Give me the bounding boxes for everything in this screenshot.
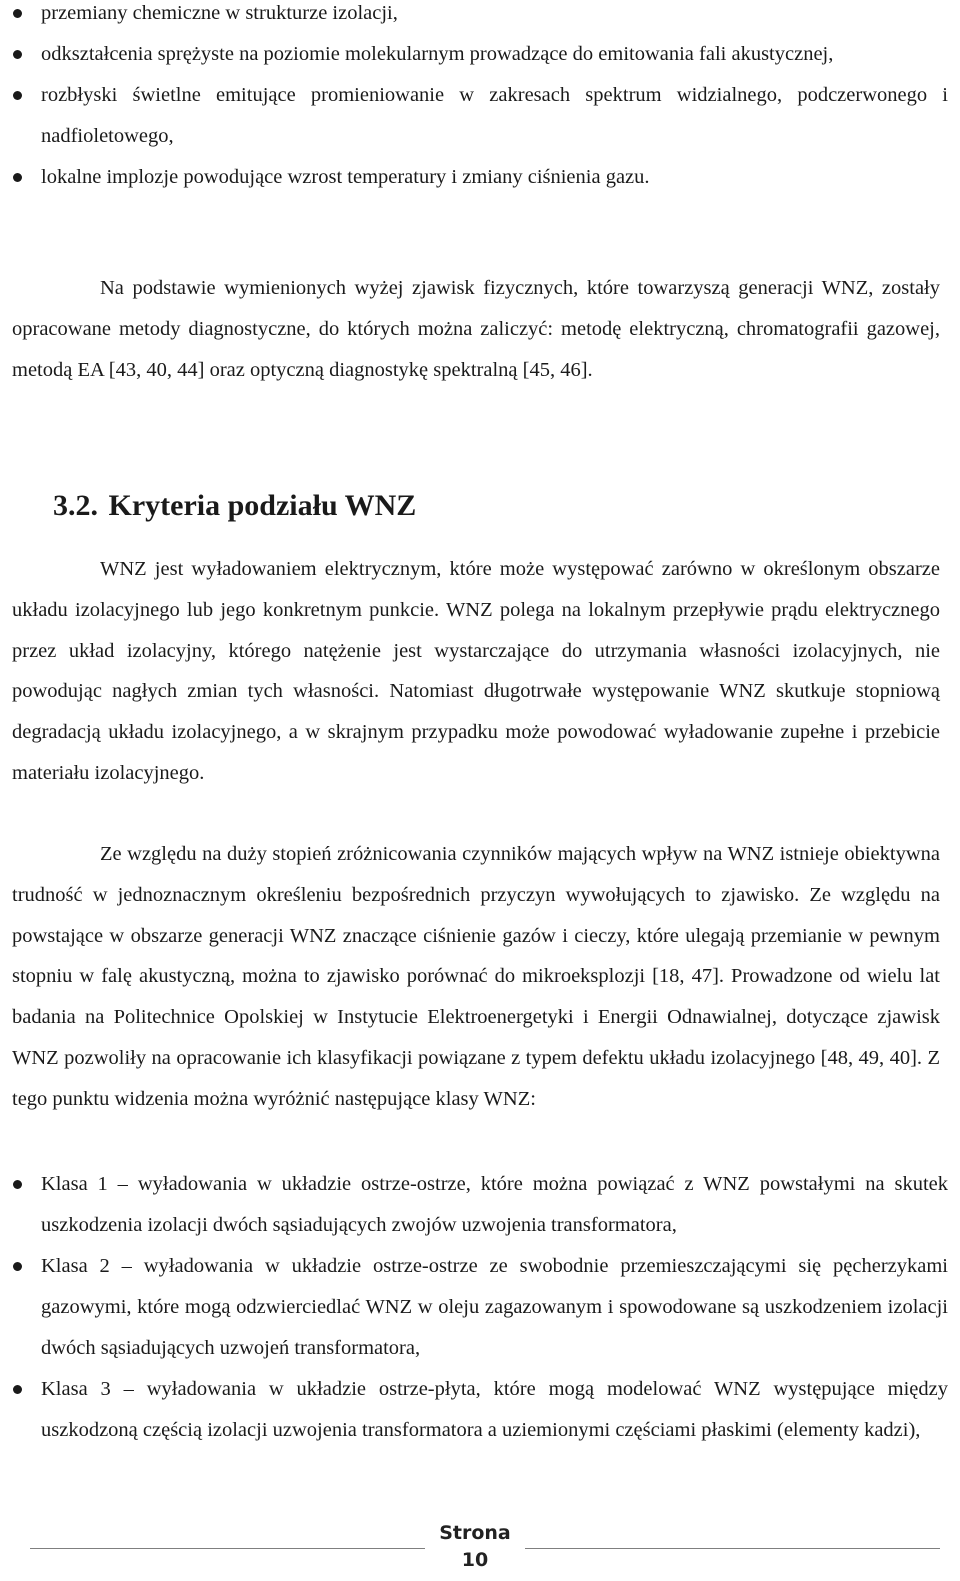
list-item-text: lokalne implozje powodujące wzrost temperatury i zmiany ciśnienia gazu. — [41, 166, 650, 188]
list-item — [0, 75, 960, 157]
footer-label: Strona — [439, 1522, 511, 1544]
list-item-text: odkształcenia sprężyste na poziomie molekularnym prowadzące do emitowania fali akustycznej, — [41, 43, 834, 65]
list-item — [0, 0, 960, 34]
bullet-icon — [13, 1180, 22, 1189]
list-item — [0, 1164, 960, 1246]
page-number: 10 — [461, 1549, 489, 1571]
paragraph-classification: Ze względu na duży stopień zróżnicowania czynników mających wpływ na WNZ istnieje obiektywna trudność w jednoznacznym określeniu bezpośrednich przyczyn wywołujących to zjawisko. Ze względu na powstające w obszarze generacji WNZ znaczące ciśnienie gazów i cieczy, które ulegają przemianie w pewnym stopniu w falę akustyczną, można to zjawisko porównać do mikroeksplozji [18, 47]. Prowadzone od wielu lat badania na Politechnice Opolskiej w Instytucie Elektroenergetyki i Energii Odnawialnej, dotyczące zjawisk WNZ pozwoliły na opracowanie ich klasyfikacji powiązane z typem defektu układu izolacyjnego [48, 49, 40]. Z tego punktu widzenia można wyróżnić następujące klasy WNZ: — [12, 843, 940, 1110]
footer-rule-right — [525, 1548, 940, 1549]
footer-rule-left — [30, 1548, 425, 1549]
list-item — [0, 157, 960, 198]
list-item-text: rozbłyski świetlne emitujące promieniowanie w zakresach spektrum widzialnego, podczerwonego i nadfioletowego, — [41, 84, 948, 147]
list-item — [0, 1246, 960, 1369]
list-item — [0, 34, 960, 75]
list-item-text: Klasa 1 – wyładowania w układzie ostrze-ostrze, które można powiązać z WNZ powstałymi na skutek uszkodzenia izolacji dwóch sąsiadujących zwojów uzwojenia transformatora, — [41, 1173, 948, 1236]
phenomena-list — [0, 0, 960, 198]
bullet-icon — [13, 91, 22, 100]
list-item-text: przemiany chemiczne w strukturze izolacji, — [41, 2, 398, 24]
section-number: 3.2. — [53, 489, 98, 522]
list-item-text: Klasa 2 – wyładowania w układzie ostrze-ostrze ze swobodnie przemieszczającymi się pęcherzykami gazowymi, które mogą odzwierciedlać WNZ w oleju zagazowanym i spowodowane są uszkodzeniem izolacji dwóch sąsiadujących uzwojeń transformatora, — [41, 1255, 948, 1359]
section-title: Kryteria podziału WNZ — [108, 489, 417, 522]
page-footer — [0, 1518, 960, 1581]
list-item-text: Klasa 3 – wyładowania w układzie ostrze-płyta, które mogą modelować WNZ występujące między uszkodzoną częścią izolacji uzwojenia transformatora a uziemionymi częściami płaskimi (elementy kadzi), — [41, 1378, 948, 1441]
list-item — [0, 1369, 960, 1451]
bullet-icon — [13, 50, 22, 59]
bullet-icon — [13, 9, 22, 18]
paragraph-definition: WNZ jest wyładowaniem elektrycznym, które może występować zarówno w określonym obszarze układu izolacyjnego lub jego konkretnym punkcie. WNZ polega na lokalnym przepływie prądu elektrycznego przez układ izolacyjny, którego natężenie jest wystarczające do utrzymania własności izolacyjnych, nie powodując nagłych zmian tych własności. Natomiast długotrwałe występowanie WNZ skutkuje stopniową degradacją układu izolacyjnego, a w skrajnym przypadku może powodować wyładowanie zupełne i przebicie materiału izolacyjnego. — [12, 558, 940, 784]
classes-list — [0, 1164, 960, 1451]
bullet-icon — [13, 173, 22, 182]
bullet-icon — [13, 1385, 22, 1394]
bullet-icon — [13, 1262, 22, 1271]
section-heading — [53, 484, 416, 528]
paragraph-methods: Na podstawie wymienionych wyżej zjawisk fizycznych, które towarzyszą generacji WNZ, zostały opracowane metody diagnostyczne, do których można zaliczyć: metodę elektryczną, chromatografii gazowej, metodą EA [43, 40, 44] oraz optyczną diagnostykę spektralną [45, 46]. — [12, 277, 940, 381]
